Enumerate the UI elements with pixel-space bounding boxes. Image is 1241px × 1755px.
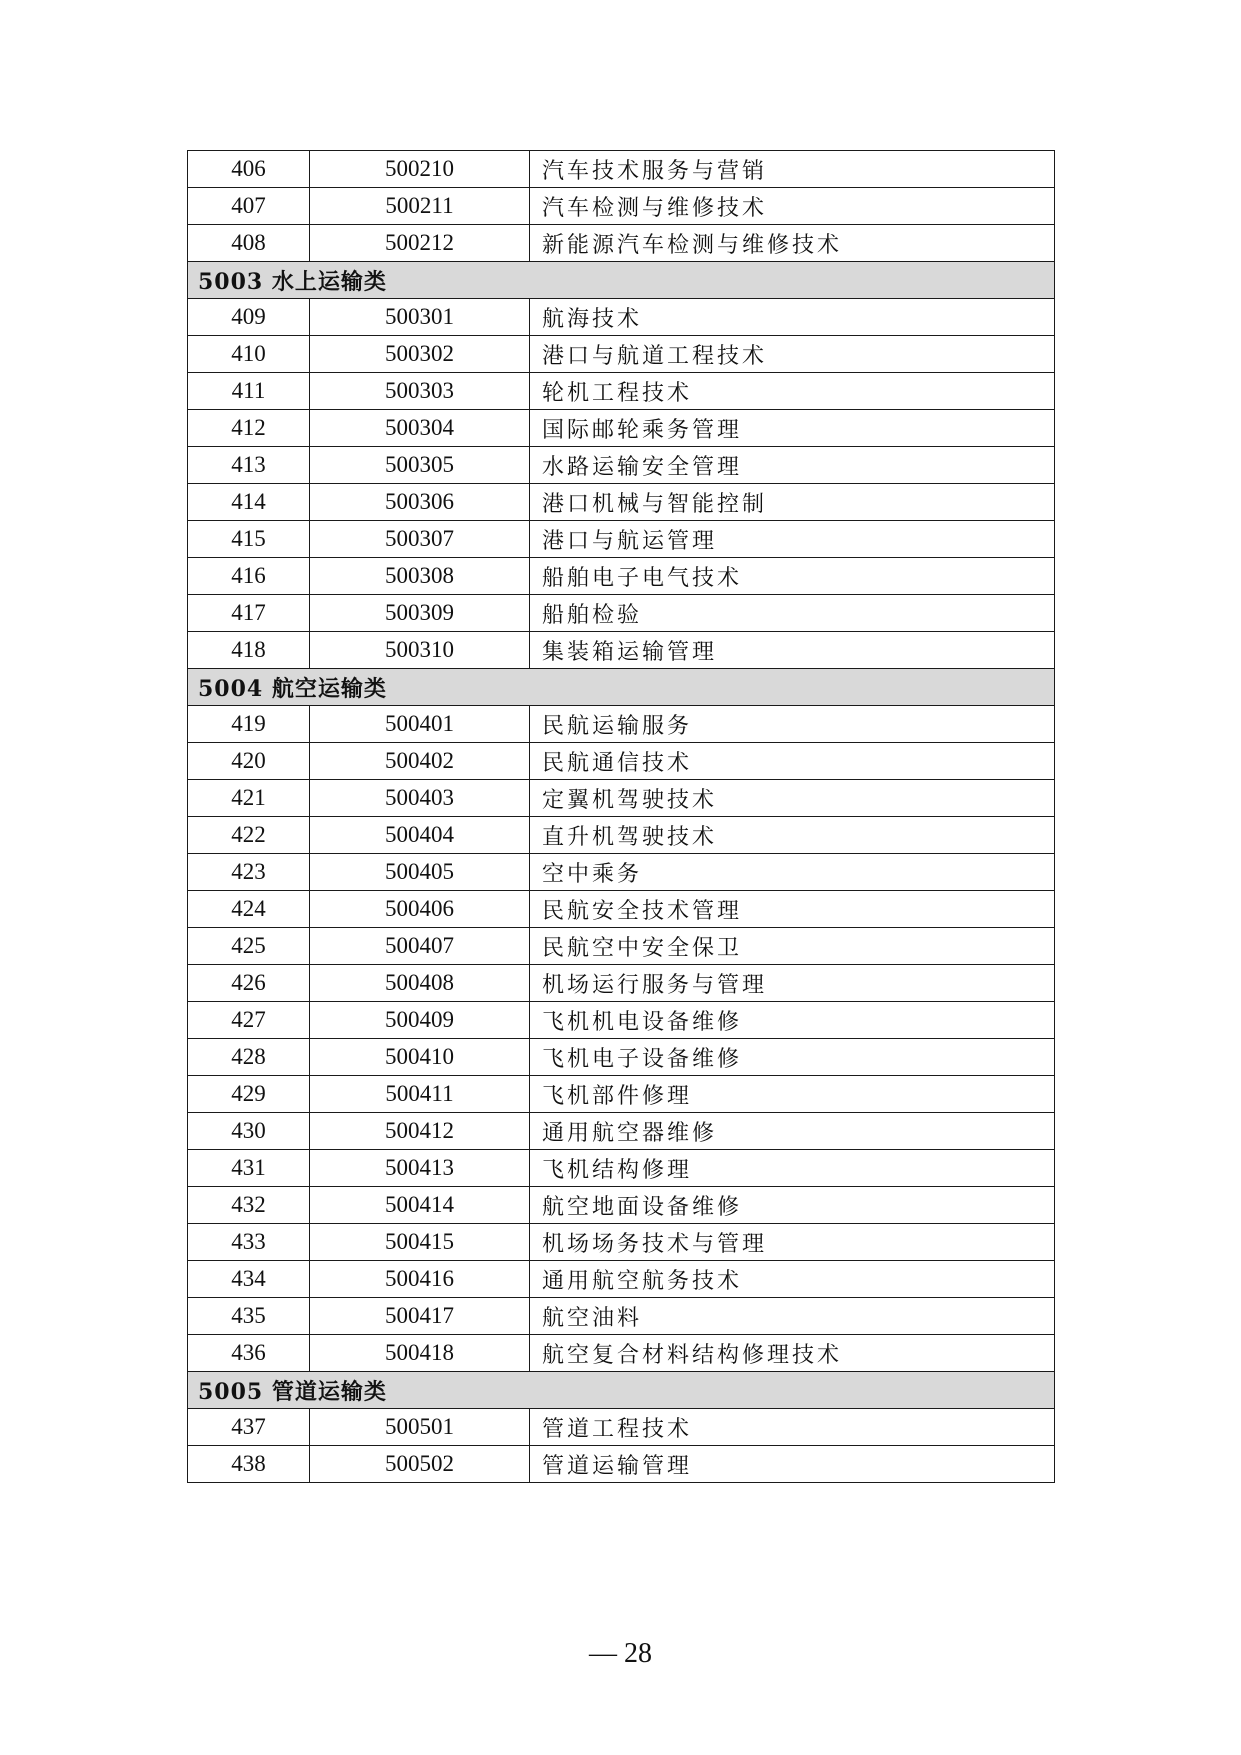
row-number: 438: [188, 1446, 310, 1483]
row-number: 433: [188, 1224, 310, 1261]
table-row: [188, 521, 1055, 558]
major-code: 500304: [310, 410, 530, 447]
major-code: 500401: [310, 706, 530, 743]
row-number: 426: [188, 965, 310, 1002]
category-label: 5004 航空运输类: [188, 669, 1055, 706]
major-name: 民航空中安全保卫: [530, 928, 1055, 965]
category-header-row: [188, 669, 1055, 706]
major-code: 500411: [310, 1076, 530, 1113]
major-code: 500210: [310, 151, 530, 188]
major-name: 航海技术: [530, 299, 1055, 336]
major-name: 飞机部件修理: [530, 1076, 1055, 1113]
major-name: 飞机机电设备维修: [530, 1002, 1055, 1039]
major-name: 水路运输安全管理: [530, 447, 1055, 484]
row-number: 409: [188, 299, 310, 336]
page-number: — 28: [589, 1638, 652, 1669]
major-name: 机场场务技术与管理: [530, 1224, 1055, 1261]
row-number: 406: [188, 151, 310, 188]
major-code: 500408: [310, 965, 530, 1002]
major-code: 500417: [310, 1298, 530, 1335]
table-row: [188, 447, 1055, 484]
table-row: [188, 410, 1055, 447]
major-name: 港口与航道工程技术: [530, 336, 1055, 373]
major-name: 飞机电子设备维修: [530, 1039, 1055, 1076]
major-code: 500310: [310, 632, 530, 669]
table-row: [188, 1039, 1055, 1076]
row-number: 423: [188, 854, 310, 891]
row-number: 431: [188, 1150, 310, 1187]
major-code: 500502: [310, 1446, 530, 1483]
row-number: 412: [188, 410, 310, 447]
row-number: 410: [188, 336, 310, 373]
major-name: 飞机结构修理: [530, 1150, 1055, 1187]
row-number: 429: [188, 1076, 310, 1113]
major-name: 直升机驾驶技术: [530, 817, 1055, 854]
major-name: 汽车技术服务与营销: [530, 151, 1055, 188]
table-body: [188, 151, 1055, 1483]
table-row: [188, 1261, 1055, 1298]
major-name: 航空地面设备维修: [530, 1187, 1055, 1224]
major-code: 500416: [310, 1261, 530, 1298]
table-row: [188, 1002, 1055, 1039]
table-row: [188, 891, 1055, 928]
table-row: [188, 817, 1055, 854]
major-code: 500410: [310, 1039, 530, 1076]
major-name: 管道工程技术: [530, 1409, 1055, 1446]
major-code: 500305: [310, 447, 530, 484]
major-name: 空中乘务: [530, 854, 1055, 891]
table-row: [188, 632, 1055, 669]
major-name: 通用航空器维修: [530, 1113, 1055, 1150]
row-number: 416: [188, 558, 310, 595]
row-number: 435: [188, 1298, 310, 1335]
major-name: 航空复合材料结构修理技术: [530, 1335, 1055, 1372]
table-row: [188, 1298, 1055, 1335]
major-code: 500306: [310, 484, 530, 521]
major-name: 民航安全技术管理: [530, 891, 1055, 928]
major-code: 500406: [310, 891, 530, 928]
major-name: 汽车检测与维修技术: [530, 188, 1055, 225]
major-name: 民航通信技术: [530, 743, 1055, 780]
major-code: 500309: [310, 595, 530, 632]
major-name: 集装箱运输管理: [530, 632, 1055, 669]
row-number: 430: [188, 1113, 310, 1150]
table-row: [188, 151, 1055, 188]
row-number: 437: [188, 1409, 310, 1446]
major-code: 500402: [310, 743, 530, 780]
major-name: 民航运输服务: [530, 706, 1055, 743]
major-code: 500413: [310, 1150, 530, 1187]
table-row: [188, 706, 1055, 743]
major-code: 500212: [310, 225, 530, 262]
major-code: 500412: [310, 1113, 530, 1150]
table-row: [188, 373, 1055, 410]
table-row: [188, 188, 1055, 225]
category-header-row: [188, 262, 1055, 299]
category-label: 5005 管道运输类: [188, 1372, 1055, 1409]
major-name: 定翼机驾驶技术: [530, 780, 1055, 817]
table-row: [188, 854, 1055, 891]
table-row: [188, 1224, 1055, 1261]
major-name: 国际邮轮乘务管理: [530, 410, 1055, 447]
major-code: 500407: [310, 928, 530, 965]
major-code: 500307: [310, 521, 530, 558]
major-name: 船舶检验: [530, 595, 1055, 632]
row-number: 414: [188, 484, 310, 521]
row-number: 424: [188, 891, 310, 928]
row-number: 422: [188, 817, 310, 854]
row-number: 415: [188, 521, 310, 558]
table-row: [188, 336, 1055, 373]
row-number: 427: [188, 1002, 310, 1039]
major-code: 500415: [310, 1224, 530, 1261]
major-name: 航空油料: [530, 1298, 1055, 1335]
major-name: 通用航空航务技术: [530, 1261, 1055, 1298]
major-name: 新能源汽车检测与维修技术: [530, 225, 1055, 262]
table-row: [188, 780, 1055, 817]
major-code: 500418: [310, 1335, 530, 1372]
row-number: 428: [188, 1039, 310, 1076]
major-code: 500303: [310, 373, 530, 410]
table-row: [188, 1409, 1055, 1446]
table-row: [188, 1150, 1055, 1187]
major-catalog-table: [187, 150, 1055, 1483]
major-code: 500301: [310, 299, 530, 336]
table-row: [188, 299, 1055, 336]
table-row: [188, 595, 1055, 632]
table-row: [188, 558, 1055, 595]
major-code: 500501: [310, 1409, 530, 1446]
row-number: 434: [188, 1261, 310, 1298]
row-number: 411: [188, 373, 310, 410]
major-name: 机场运行服务与管理: [530, 965, 1055, 1002]
category-header-row: [188, 1372, 1055, 1409]
row-number: 407: [188, 188, 310, 225]
table-row: [188, 1113, 1055, 1150]
row-number: 432: [188, 1187, 310, 1224]
major-name: 轮机工程技术: [530, 373, 1055, 410]
major-code: 500404: [310, 817, 530, 854]
table-row: [188, 928, 1055, 965]
category-label: 5003 水上运输类: [188, 262, 1055, 299]
major-name: 船舶电子电气技术: [530, 558, 1055, 595]
row-number: 418: [188, 632, 310, 669]
table-row: [188, 743, 1055, 780]
row-number: 436: [188, 1335, 310, 1372]
row-number: 413: [188, 447, 310, 484]
major-code: 500302: [310, 336, 530, 373]
major-code: 500405: [310, 854, 530, 891]
major-code: 500403: [310, 780, 530, 817]
row-number: 417: [188, 595, 310, 632]
major-code: 500211: [310, 188, 530, 225]
row-number: 419: [188, 706, 310, 743]
table-row: [188, 225, 1055, 262]
table-row: [188, 484, 1055, 521]
major-code: 500414: [310, 1187, 530, 1224]
major-code: 500308: [310, 558, 530, 595]
row-number: 420: [188, 743, 310, 780]
major-name: 管道运输管理: [530, 1446, 1055, 1483]
row-number: 408: [188, 225, 310, 262]
major-code: 500409: [310, 1002, 530, 1039]
table-row: [188, 1187, 1055, 1224]
row-number: 425: [188, 928, 310, 965]
major-name: 港口机械与智能控制: [530, 484, 1055, 521]
table-row: [188, 1076, 1055, 1113]
row-number: 421: [188, 780, 310, 817]
major-name: 港口与航运管理: [530, 521, 1055, 558]
table-row: [188, 1446, 1055, 1483]
table-row: [188, 965, 1055, 1002]
table-row: [188, 1335, 1055, 1372]
